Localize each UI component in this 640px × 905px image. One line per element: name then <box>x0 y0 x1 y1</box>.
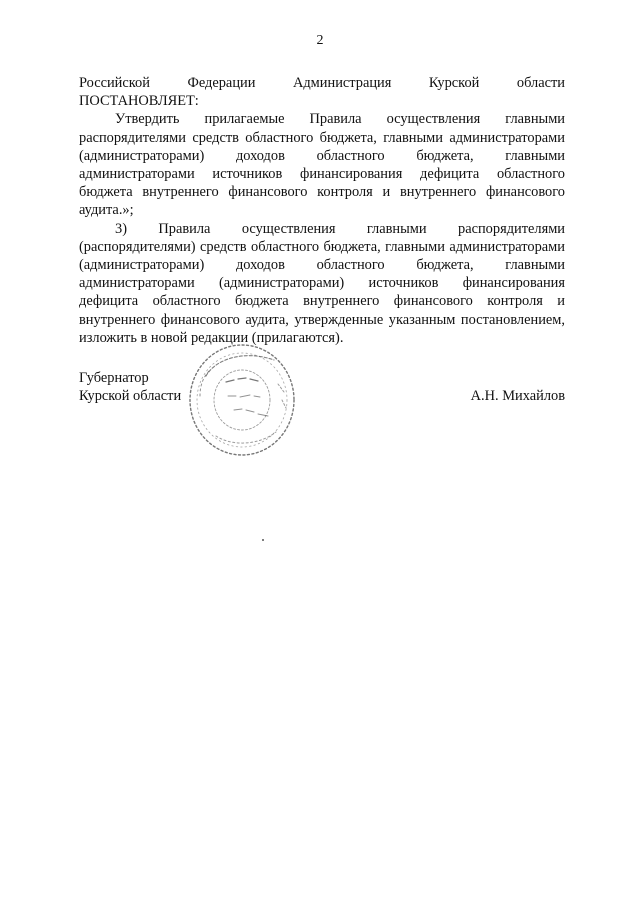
signatory-title <box>79 369 181 406</box>
signatory-title-line2: Курской области <box>79 388 182 405</box>
signatory-title-line1: Губернатор <box>79 370 149 386</box>
paragraph-item-3: 3) Правила осуществления главными распорядителями (распорядителями) средств областного бюджета, главными администраторами (администраторами) доходов областного бюджета, главными администраторами (администраторами) источников финансирования дефицита областного бюджета внутреннего финансового контроля и внутреннего финансового аудита, утвержденные указанным постановлением, изложить в новой редакции (прилагаются). <box>79 220 565 346</box>
paragraph-approve-rest: распорядителями средств областного бюджета, главными администраторами (администраторами) доходов областного бюджета, главными администраторами источников финансирования дефицита областного бюджета внутреннего финансового контроля и внутреннего финансового аудита.»; <box>79 129 565 219</box>
page-number: 2 <box>316 33 324 48</box>
paragraph-approve-first-line: Утвердить прилагаемые Правила осуществления главными <box>115 111 565 128</box>
body-line-federation: Российской Федерации Администрация Курской области <box>79 75 565 91</box>
official-seal-stamp <box>176 336 312 460</box>
signatory-name: А.Н. Михайлов <box>470 388 565 405</box>
document-body <box>79 74 565 347</box>
scan-speck <box>262 539 264 541</box>
body-line-decrees: ПОСТАНОВЛЯЕТ: <box>79 93 199 110</box>
